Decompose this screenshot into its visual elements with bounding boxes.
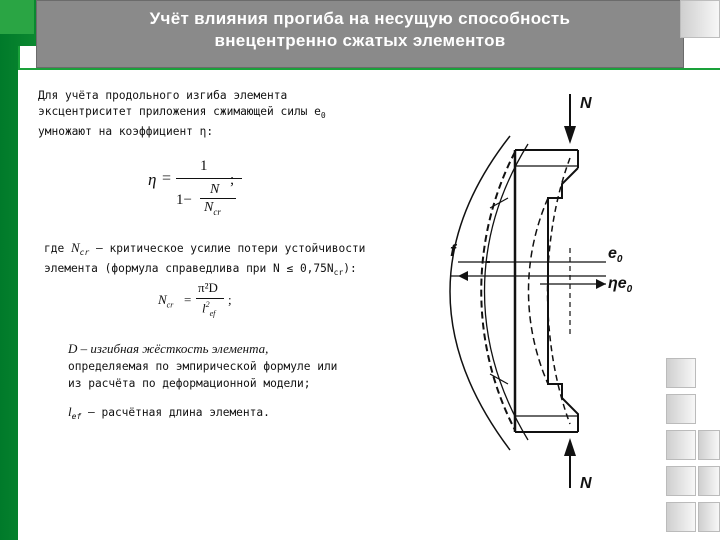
- ncr-symbol: $N_{cr}$: [158, 292, 174, 310]
- lef-paragraph: $l_{ef}$ – расчётная длина элемента.: [68, 404, 270, 422]
- decor-square: [666, 466, 696, 496]
- label-eta-e0: $\eta e_0$: [608, 275, 633, 295]
- decor-square: [666, 430, 696, 460]
- intro-line-1: Для учёта продольного изгиба элемента: [38, 89, 288, 102]
- decor-square: [0, 0, 34, 34]
- denominator-prefix: 1−: [176, 192, 192, 208]
- decor-square: [666, 394, 696, 424]
- deflection-diagram: [430, 88, 640, 498]
- decor-square: [698, 466, 720, 496]
- title-bar: [36, 0, 684, 68]
- decor-square: [666, 502, 696, 532]
- decor-square: [666, 358, 696, 388]
- where-line-2: элемента (формула справедлива при $N \le 0,75N_{cr}$):: [44, 262, 357, 278]
- eta-symbol: η: [148, 170, 157, 189]
- intro-line-3: умножают на коэффициент η:: [38, 125, 214, 139]
- where-paragraph: [44, 240, 365, 281]
- eta-formula: [148, 158, 248, 222]
- intro-line-2: эксцентриситет приложения сжимающей силы $e_0$: [38, 105, 326, 121]
- ncr-denominator: $l^2_{ef}$: [202, 300, 216, 318]
- decor-square: [698, 502, 720, 532]
- intro-paragraph: [38, 88, 326, 140]
- formula-end: ;: [228, 292, 232, 307]
- where-line-1: где $N_{cr}$ – критическое усилие потери устойчивости: [44, 240, 366, 258]
- label-N-bottom: N: [580, 475, 592, 492]
- decor-square: [680, 0, 720, 38]
- inner-fraction-bar: [200, 198, 236, 199]
- formula-end: ;: [230, 172, 235, 188]
- equals-sign: =: [162, 170, 172, 187]
- label-N-top: N: [580, 95, 592, 112]
- label-e0: $e_0$: [608, 245, 623, 265]
- d-line-3: из расчёта по деформационной модели;: [68, 377, 311, 390]
- ncr-numerator: π²D: [198, 280, 218, 295]
- equals-sign: =: [184, 292, 192, 307]
- title-line-1: Учёт влияния прогиба на несущую способность: [149, 9, 571, 28]
- inner-numerator: N: [210, 182, 220, 197]
- fraction-bar: [196, 298, 224, 299]
- d-line-2: определяемая по эмпирической формуле или: [68, 360, 338, 373]
- d-line-1: D – изгибная жёсткость элемента,: [68, 341, 269, 356]
- numerator: 1: [200, 158, 208, 174]
- label-f: f: [450, 241, 456, 260]
- d-paragraph: [68, 340, 337, 392]
- decor-square: [698, 430, 720, 460]
- inner-denominator: $N_{cr}$: [204, 200, 221, 217]
- title-line-2: внецентренно сжатых элементов: [214, 31, 506, 50]
- ncr-formula: [158, 278, 248, 328]
- page-title: [36, 8, 684, 52]
